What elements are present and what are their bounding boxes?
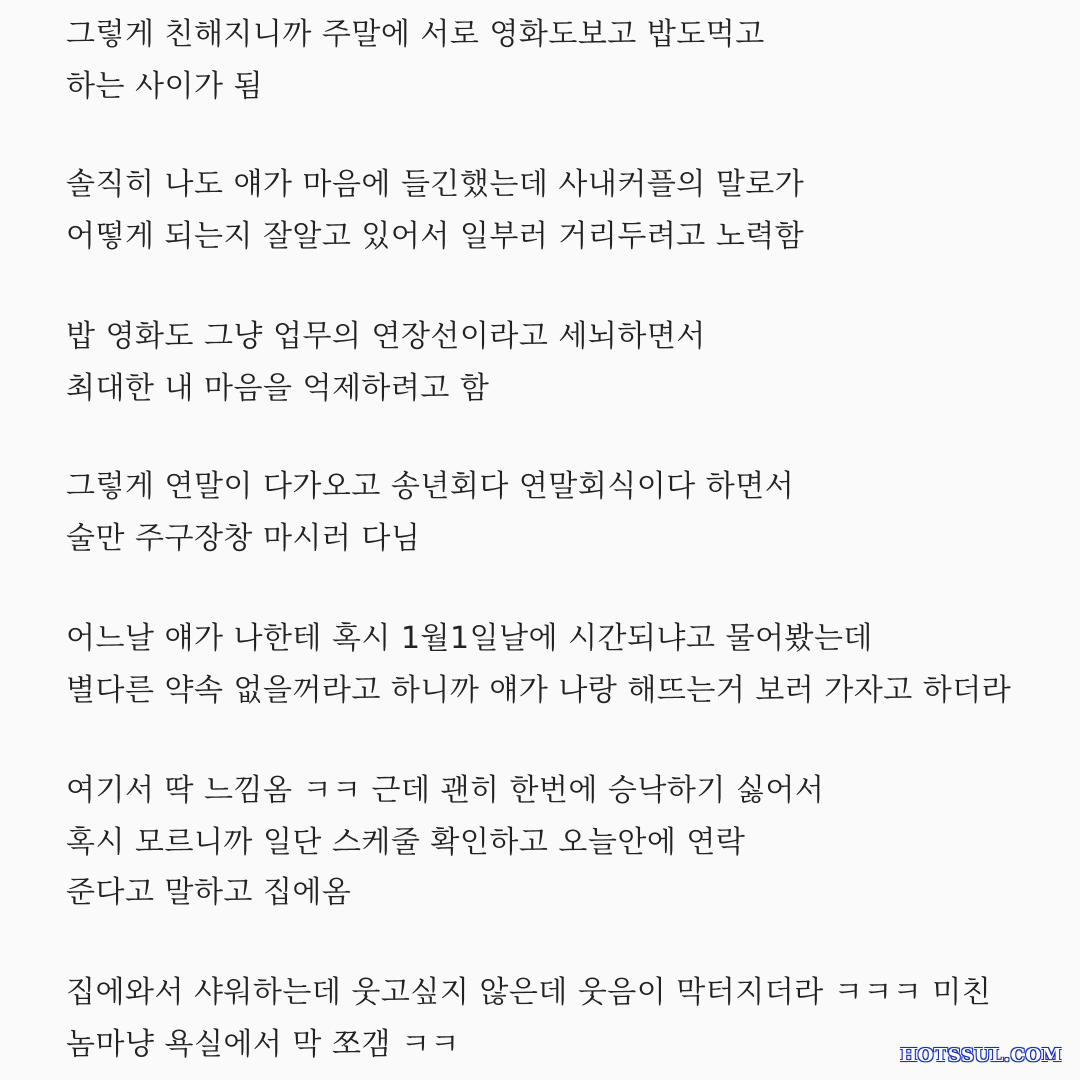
text-line: 여기서 딱 느낌옴 ㅋㅋ 근데 괜히 한번에 승낙하기 싫어서 <box>66 773 825 808</box>
text-line: 하는 사이가 됨 <box>66 69 263 104</box>
text-line: 집에와서 샤워하는데 웃고싶지 않은데 웃음이 막터지더라 ㅋㅋㅋ 미친 <box>66 975 992 1010</box>
text-line: 술만 주구장창 마시러 다님 <box>66 521 421 556</box>
text-line: 별다른 약속 없을꺼라고 하니까 얘가 나랑 해뜨는거 보러 가자고 하더라 <box>66 673 1012 708</box>
text-line: 밥 영화도 그냥 업무의 연장선이라고 세뇌하면서 <box>66 319 706 354</box>
text-line: 준다고 말하고 집에옴 <box>66 875 352 910</box>
text-line: 혹시 모르니까 일단 스케줄 확인하고 오늘안에 연락 <box>66 825 746 860</box>
text-line: 어느날 얘가 나한테 혹시 1월1일날에 시간되냐고 물어봤는데 <box>66 621 873 656</box>
text-line: 솔직히 나도 얘가 마음에 들긴했는데 사내커플의 말로가 <box>66 167 805 202</box>
site-watermark: HOTSSUL.COM <box>900 1045 1062 1066</box>
text-line: 어떻게 되는지 잘알고 있어서 일부러 거리두려고 노력함 <box>66 219 805 254</box>
text-line: 그렇게 연말이 다가오고 송년회다 연말회식이다 하면서 <box>66 469 795 504</box>
text-line: 최대한 내 마음을 억제하려고 함 <box>66 371 490 406</box>
text-line: 그렇게 친해지니까 주말에 서로 영화도보고 밥도먹고 <box>66 17 765 52</box>
text-line: 놈마냥 욕실에서 막 쪼갬 ㅋㅋ <box>66 1027 460 1062</box>
